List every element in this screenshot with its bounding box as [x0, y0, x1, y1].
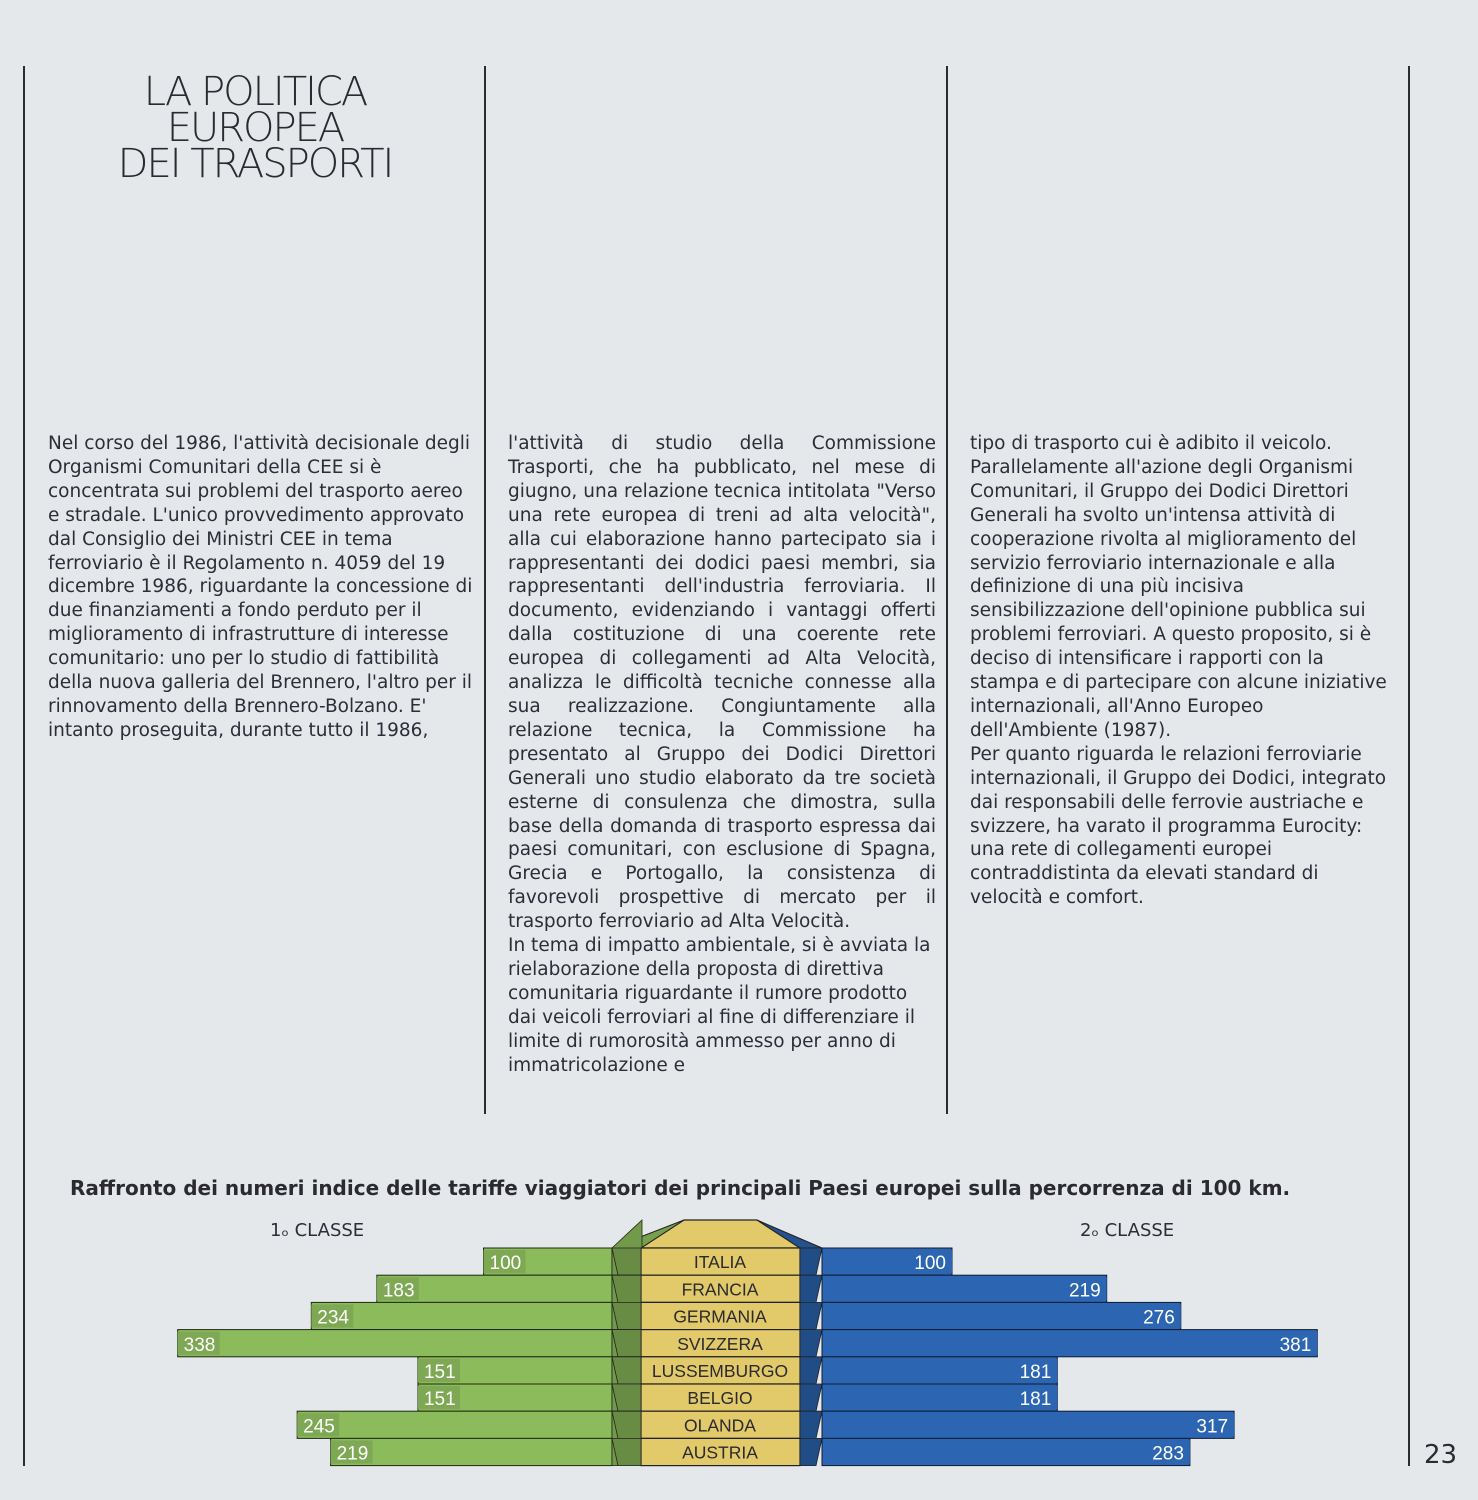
country-label-francia: FRANCIA [681, 1279, 759, 1300]
paragraph-col3-b: Per quanto riguarda le relazioni ferroviarie internazionali, il Gruppo dei Dodici, integrato dai responsabili delle ferrovie austriache e svizzere, ha varato il programma Eurocity: una rete di collegamenti europei contraddistinta da elevati standard di velocità e comfort. [970, 743, 1387, 909]
paragraph-col1: Nel corso del 1986, l'attività decisionale degli Organismi Comunitari della CEE si è concentrata sui problemi del trasporto aereo e stradale. L'unico provvedimento approvato dal Consiglio dei Ministri CEE in tema ferroviario è il Regolamento n. 4059 del 19 dicembre 1986, riguardante la concessione di due finanziamenti a fondo perduto per il miglioramento di infrastrutture di interesse comunitario: uno per lo studio di fattibilità della nuova galleria del Brennero, l'altro per il rinnovamento della Brennero-Bolzano. E' intanto proseguita, durante tutto il 1986, [48, 433, 473, 741]
central-top-face [641, 1220, 800, 1248]
paragraph-col2-a: l'attività di studio della Commissione Trasporti, che ha pubblicato, nel mese di giugno, una relazione tecnica intitolata "Verso una rete europea di treni ad alta velocità", alla cui elaborazione hanno partecipato sia i rappresentanti dei dodici paesi membri, sia rappresentanti dell'industria ferroviaria. Il documento, evidenziando i vantaggi offerti dalla costituzione di una coerente rete europea di collegamenti ad Alta Velocità, analizza le difficoltà tecniche connesse alla sua realizzazione. Congiuntamente alla relazione tecnica, la Commissione ha presentato al Gruppo dei Dodici Direttori Generali uno studio elaborato da tre società esterne di consulenza che dimostra, sulla base della domanda di trasporto espressa dai paesi comunitari, con esclusione di Spagna, Grecia e Portogallo, la consistenza di favorevoli prospettive di mercato per il trasporto ferroviario ad Alta Velocità. [508, 433, 936, 933]
page-title-line-3: DEI TRASPORTI [117, 141, 393, 187]
wedge-2nd-germania [800, 1302, 822, 1329]
country-label-italia: ITALIA [693, 1252, 747, 1273]
wedge-2nd-francia [800, 1275, 822, 1302]
label-1st-francia: 183 [382, 1280, 415, 1302]
bar-1st-austria [331, 1438, 612, 1465]
country-label-belgio: BELGIO [687, 1388, 753, 1409]
label-1st-lussemburgo: 151 [423, 1362, 456, 1383]
country-label-germania: GERMANIA [673, 1306, 767, 1327]
label-1st-austria: 219 [336, 1443, 369, 1465]
page-number: 23 [1424, 1440, 1458, 1470]
label-2nd-germania: 276 [1143, 1307, 1175, 1329]
wedge-2nd-olanda [800, 1411, 822, 1438]
country-label-svizzera: SVIZZERA [677, 1333, 763, 1354]
label-2nd-svizzera: 381 [1279, 1334, 1312, 1356]
label-2nd-francia: 219 [1068, 1280, 1101, 1302]
chart-title: Raffronto dei numeri indice delle tariffe viaggiatori dei principali Paesi europei sulla percorrenza di 100 km. [70, 1176, 1291, 1200]
wedge-2nd-italia [800, 1248, 822, 1275]
label-2nd-italia: 100 [914, 1253, 946, 1275]
wedge-2nd-austria [800, 1438, 822, 1465]
bar-2nd-austria [822, 1438, 1190, 1465]
wedge-2nd-svizzera [800, 1330, 822, 1357]
paragraph-col2-b: In tema di impatto ambientale, si è avviata la rielaborazione della proposta di direttiva comunitaria riguardante il rumore prodotto dai veicoli ferroviari al fine di differenziare il limite di rumorosità ammesso per anno di immatricolazione e [508, 935, 931, 1076]
country-label-olanda: OLANDA [684, 1415, 756, 1436]
second-class-label: 2ₒ CLASSE [1080, 1220, 1175, 1241]
bar-1st-svizzera [178, 1330, 612, 1357]
first-class-label: 1ₒ CLASSE [270, 1220, 365, 1241]
label-1st-svizzera: 338 [183, 1334, 216, 1356]
label-2nd-belgio: 181 [1019, 1389, 1052, 1411]
bar-1st-germania [311, 1302, 612, 1329]
bar-2nd-olanda [822, 1411, 1234, 1438]
label-1st-italia: 100 [489, 1253, 522, 1275]
paragraph-col3-a: tipo di trasporto cui è adibito il veicolo. Parallelamente all'azione degli Organismi Comunitari, il Gruppo dei Dodici Direttori Generali ha svolto un'intensa attività di cooperazione rivolta al miglioramento del servizio ferroviario internazionale e alla definizione di una più incisiva sensibilizzazione dell'opinione pubblica sui problemi ferroviari. A questo proposito, si è deciso di intensificare i rapporti con la stampa e di partecipare con alcune iniziative internazionali, all'Anno Europeo dell'Ambiente (1987). [970, 433, 1387, 741]
country-label-lussemburgo: LUSSEMBURGO [651, 1361, 789, 1381]
bar-1st-olanda [297, 1411, 612, 1438]
page-title-line-1: LA POLITICA [143, 69, 367, 115]
label-2nd-lussemburgo: 181 [1019, 1362, 1052, 1383]
label-1st-belgio: 151 [423, 1389, 456, 1411]
country-label-austria: AUSTRIA [682, 1442, 758, 1463]
bar-2nd-germania [822, 1302, 1181, 1329]
label-2nd-austria: 283 [1152, 1443, 1184, 1465]
wedge-2nd-belgio [800, 1384, 822, 1411]
wedge-2nd-lussemburgo [800, 1357, 822, 1384]
bar-2nd-svizzera [822, 1330, 1317, 1357]
label-1st-germania: 234 [317, 1307, 350, 1329]
page-title-line-2: EUROPEA [166, 105, 344, 151]
label-2nd-olanda: 317 [1196, 1416, 1229, 1438]
label-1st-olanda: 245 [303, 1416, 335, 1438]
